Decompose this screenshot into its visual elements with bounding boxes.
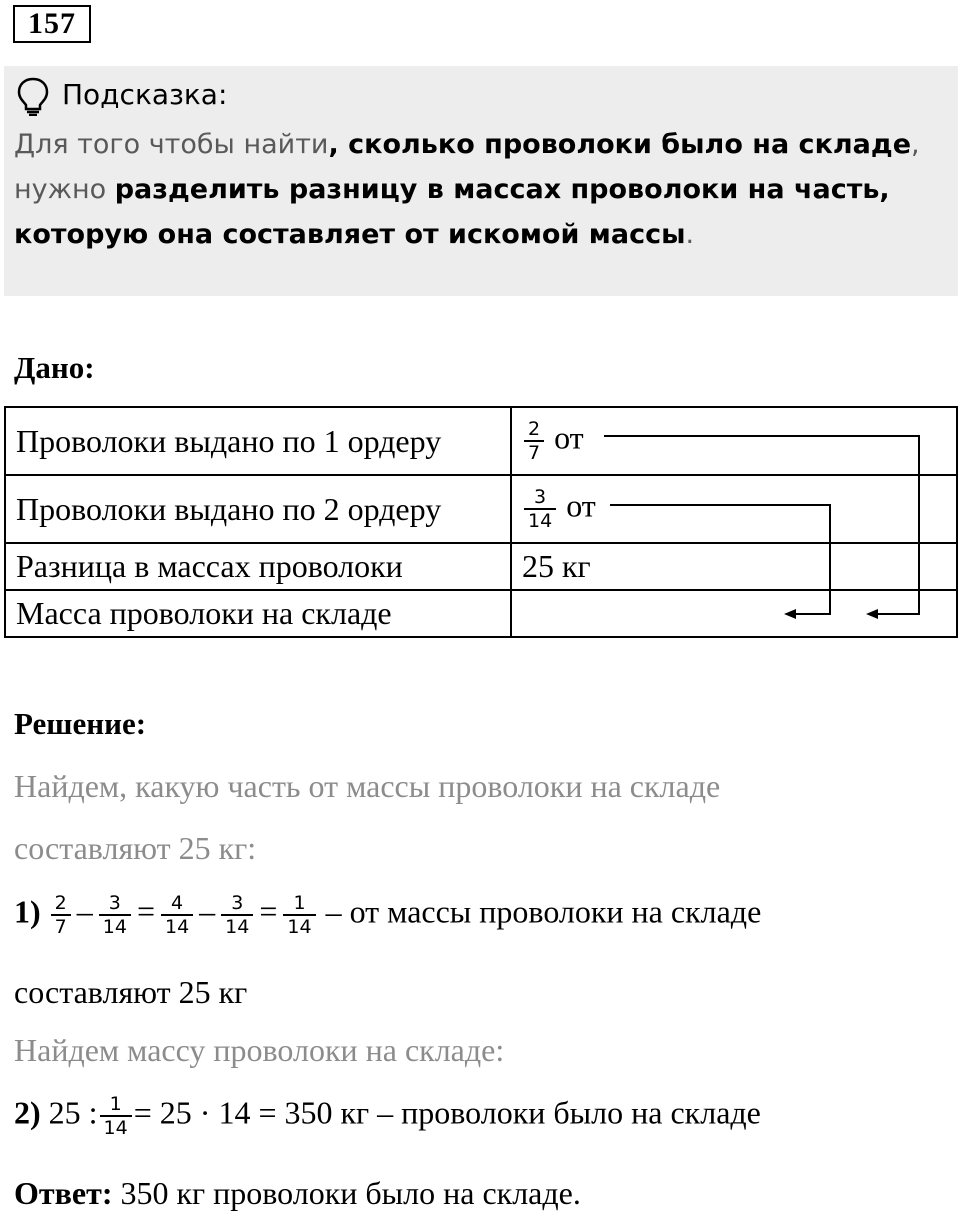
answer-label: Ответ: [14,1175,113,1211]
table-cell-value [511,475,957,543]
solution-intro-line-2: составляют 25 кг: [14,830,257,866]
operator: = [259,893,278,930]
fraction-denominator: 7 [528,442,541,464]
fraction-numerator: 3 [231,892,244,914]
operator: – [199,893,216,930]
hint-title: Подсказка: [62,78,228,111]
solution-heading: Решение: [14,706,147,741]
hint-line-2 [14,174,890,205]
hint-emphasis: которую она составляет от искомой массы [14,219,686,250]
step-1-line-2: составляют 25 кг [14,974,248,1010]
fraction-denominator: 14 [102,916,127,938]
table-cell-label: Проволоки выдано по 2 ордеру [5,475,511,543]
step-number: 2) [14,1094,41,1131]
fraction-denominator: 14 [164,916,190,938]
fraction-numerator: 2 [54,892,67,914]
step-2-equation [14,1094,761,1138]
table-cell-label: Масса проволоки на складе [5,590,511,637]
fraction [526,419,542,463]
fraction [101,893,129,937]
fraction-numerator: 1 [293,892,306,914]
solution-intro-line-3: Найдем массу проволоки на складе: [14,1032,505,1068]
fraction-numerator: 1 [109,1093,122,1115]
value-suffix: от [554,419,584,456]
operator: – [76,893,93,930]
step-1-equation [14,893,761,937]
table-cell-label: Разница в массах проволоки [5,543,511,590]
fraction-denominator: 14 [103,1117,128,1139]
hint-text: нужно [14,174,115,205]
table-cell-value [511,590,957,637]
step-2-post: = 25 · 14 = 350 кг – проволоки было на складе [133,1094,761,1131]
step-1-tail: – от массы проволоки на складе [325,893,762,930]
fraction [526,487,554,531]
hint-text: , [328,129,349,160]
table-cell-value [511,407,957,475]
hint-emphasis: разделить разницу в массах проволоки на часть, [114,174,890,205]
hint-emphasis: сколько проволоки было на складе [348,129,912,160]
fraction-denominator: 7 [54,916,67,938]
hint-text: Для того чтобы найти [14,129,329,160]
fraction-denominator: 14 [528,510,553,532]
fraction-denominator: 14 [287,916,312,938]
step-2-pre: 25 : [48,1094,98,1131]
task-number: 157 [13,5,91,43]
hint-text: . [685,219,695,250]
fraction-numerator: 4 [171,892,184,914]
table-row [5,543,957,590]
fraction-numerator: 2 [528,418,541,440]
fraction [102,1094,130,1138]
fraction [53,893,69,937]
fraction-denominator: 14 [225,916,250,938]
hint-line-1 [14,129,920,160]
table-cell-value: 25 кг [511,543,957,590]
fraction [163,893,191,937]
table-row [5,590,957,637]
operator: = [136,893,155,930]
answer-text: 350 кг проволоки было на складе. [112,1175,581,1211]
step-number: 1) [14,893,41,930]
table-row [5,475,957,543]
fraction-numerator: 3 [108,892,121,914]
answer-line [14,1175,581,1212]
given-table [4,406,958,638]
lightbulb-icon [16,76,50,116]
solution-intro-line-1: Найдем, какую часть от массы проволоки на складе [14,768,721,804]
value-suffix: от [566,487,596,524]
table-cell-label: Проволоки выдано по 1 ордеру [5,407,511,475]
fraction-numerator: 3 [534,486,547,508]
hint-line-3 [14,219,694,250]
fraction [223,893,251,937]
table-row [5,407,957,475]
hint-text: , [911,129,920,160]
fraction [285,893,313,937]
given-heading: Дано: [14,350,95,385]
